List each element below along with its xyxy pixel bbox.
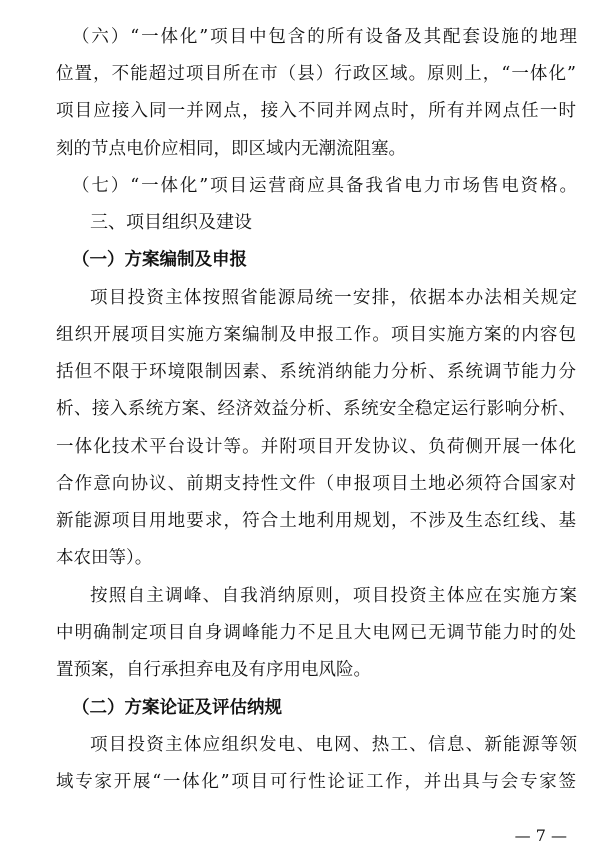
paragraph-line: 本农田等）。 <box>56 548 153 568</box>
paragraph-line: 项目应接入同一并网点，接入不同并网点时，所有并网点任一时 <box>56 101 576 121</box>
paragraph-line: 项目投资主体按照省能源局统一安排，依据本办法相关规定 <box>90 288 577 308</box>
paragraph-line: 位置，不能超过项目所在市（县）行政区域。原则上，“一体化” <box>56 64 576 84</box>
paragraph-line: 合作意向协议、前期支持性文件（申报项目土地必须符合国家对 <box>56 474 576 494</box>
paragraph-line: 刻的节点电价应相同，即区域内无潮流阻塞。 <box>56 139 406 159</box>
paragraph-line: 按照自主调峰、自我消纳原则，项目投资主体应在实施方案 <box>90 586 577 606</box>
paragraph-line: 一体化技术平台设计等。并附项目开发协议、负荷侧开展一体化 <box>56 437 576 457</box>
paragraph-line: 置预案，自行承担弃电及有序用电风险。 <box>56 660 371 680</box>
paragraph-line: 域专家开展“一体化”项目可行性论证工作，并出具与会专家签 <box>56 772 576 792</box>
paragraph-line: （六）“一体化”项目中包含的所有设备及其配套设施的地理 <box>72 27 577 47</box>
subsection-heading: （一）方案编制及申报 <box>72 250 247 270</box>
page-number: — 7 — <box>514 826 567 845</box>
section-heading: 三、项目组织及建设 <box>90 212 252 233</box>
paragraph-line: 析、接入系统方案、经济效益分析、系统安全稳定运行影响分析、 <box>56 399 576 419</box>
paragraph-line: 中明确制定项目自身调峰能力不足且大电网已无调节能力时的处 <box>56 623 576 643</box>
paragraph-line: 新能源项目用地要求，符合土地利用规划，不涉及生态红线、基 <box>56 511 576 531</box>
paragraph-line: 组织开展项目实施方案编制及申报工作。项目实施方案的内容包 <box>56 325 576 345</box>
subsection-heading: （二）方案论证及评估纳规 <box>72 698 282 718</box>
paragraph-line: 项目投资主体应组织发电、电网、热工、信息、新能源等领 <box>90 735 577 755</box>
paragraph-line: 括但不限于环境限制因素、系统消纳能力分析、系统调节能力分 <box>56 362 576 382</box>
paragraph-line: （七）“一体化”项目运营商应具备我省电力市场售电资格。 <box>72 176 577 196</box>
